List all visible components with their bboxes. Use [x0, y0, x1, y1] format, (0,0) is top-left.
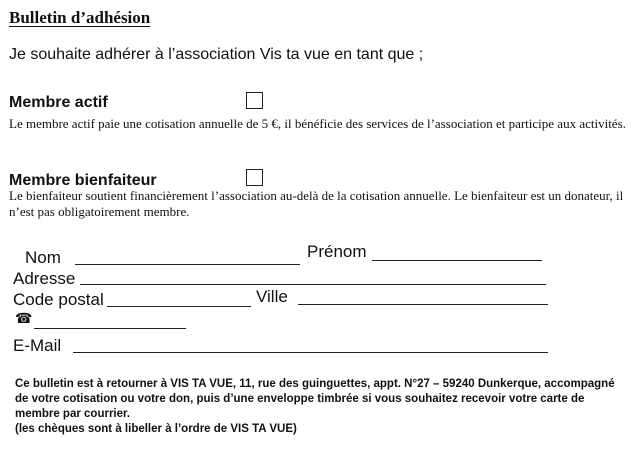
ville-label: Ville: [256, 287, 288, 306]
telephone-icon: ☎: [15, 312, 33, 327]
email-label: E-Mail: [13, 336, 62, 355]
membre-actif-checkbox[interactable]: [246, 92, 263, 109]
form-title: Bulletin d’adhésion: [9, 8, 151, 27]
code-postal-label: Code postal: [13, 290, 104, 309]
option-membre-bienfaiteur-title: Membre bienfaiteur: [9, 172, 157, 189]
ville-input-line[interactable]: [298, 304, 548, 305]
nom-input-line[interactable]: [75, 264, 300, 265]
return-instructions-text: Ce bulletin est à retourner à VIS TA VUE, 11, rue des guinguettes, appt. N°27 – 59240 Dunkerque, accompagné de votre cotisation ou votre don, puis d’une enveloppe timbrée si vous souhaitez recevoir votre carte de membre par courrier.: [15, 378, 615, 420]
membre-bienfaiteur-checkbox[interactable]: [246, 169, 263, 186]
adresse-label: Adresse: [13, 269, 76, 288]
code-postal-input-line[interactable]: [107, 306, 251, 307]
email-input-line[interactable]: [73, 352, 548, 353]
return-instructions: [15, 377, 630, 437]
prenom-input-line[interactable]: [372, 260, 542, 261]
option-membre-actif-description: Le membre actif paie une cotisation annuelle de 5 €, il bénéficie des services de l’association et participe aux activités.: [9, 116, 626, 131]
option-membre-actif-title: Membre actif: [9, 94, 108, 111]
intro-text: Je souhaite adhérer à l’association Vis ta vue en tant que ;: [9, 46, 424, 63]
option-membre-bienfaiteur-description: Le bienfaiteur soutient financièrement l’association au-delà de la cotisation annuelle. Le bienfaiteur est un donateur, il n’est pas obligatoirement membre.: [9, 188, 624, 219]
cheque-instructions-text: (les chèques sont à libeller à l’ordre de VIS TA VUE): [15, 423, 297, 435]
adresse-input-line[interactable]: [80, 284, 546, 285]
prenom-label: Prénom: [307, 242, 367, 261]
nom-label: Nom: [25, 248, 61, 267]
telephone-input-line[interactable]: [34, 328, 186, 329]
